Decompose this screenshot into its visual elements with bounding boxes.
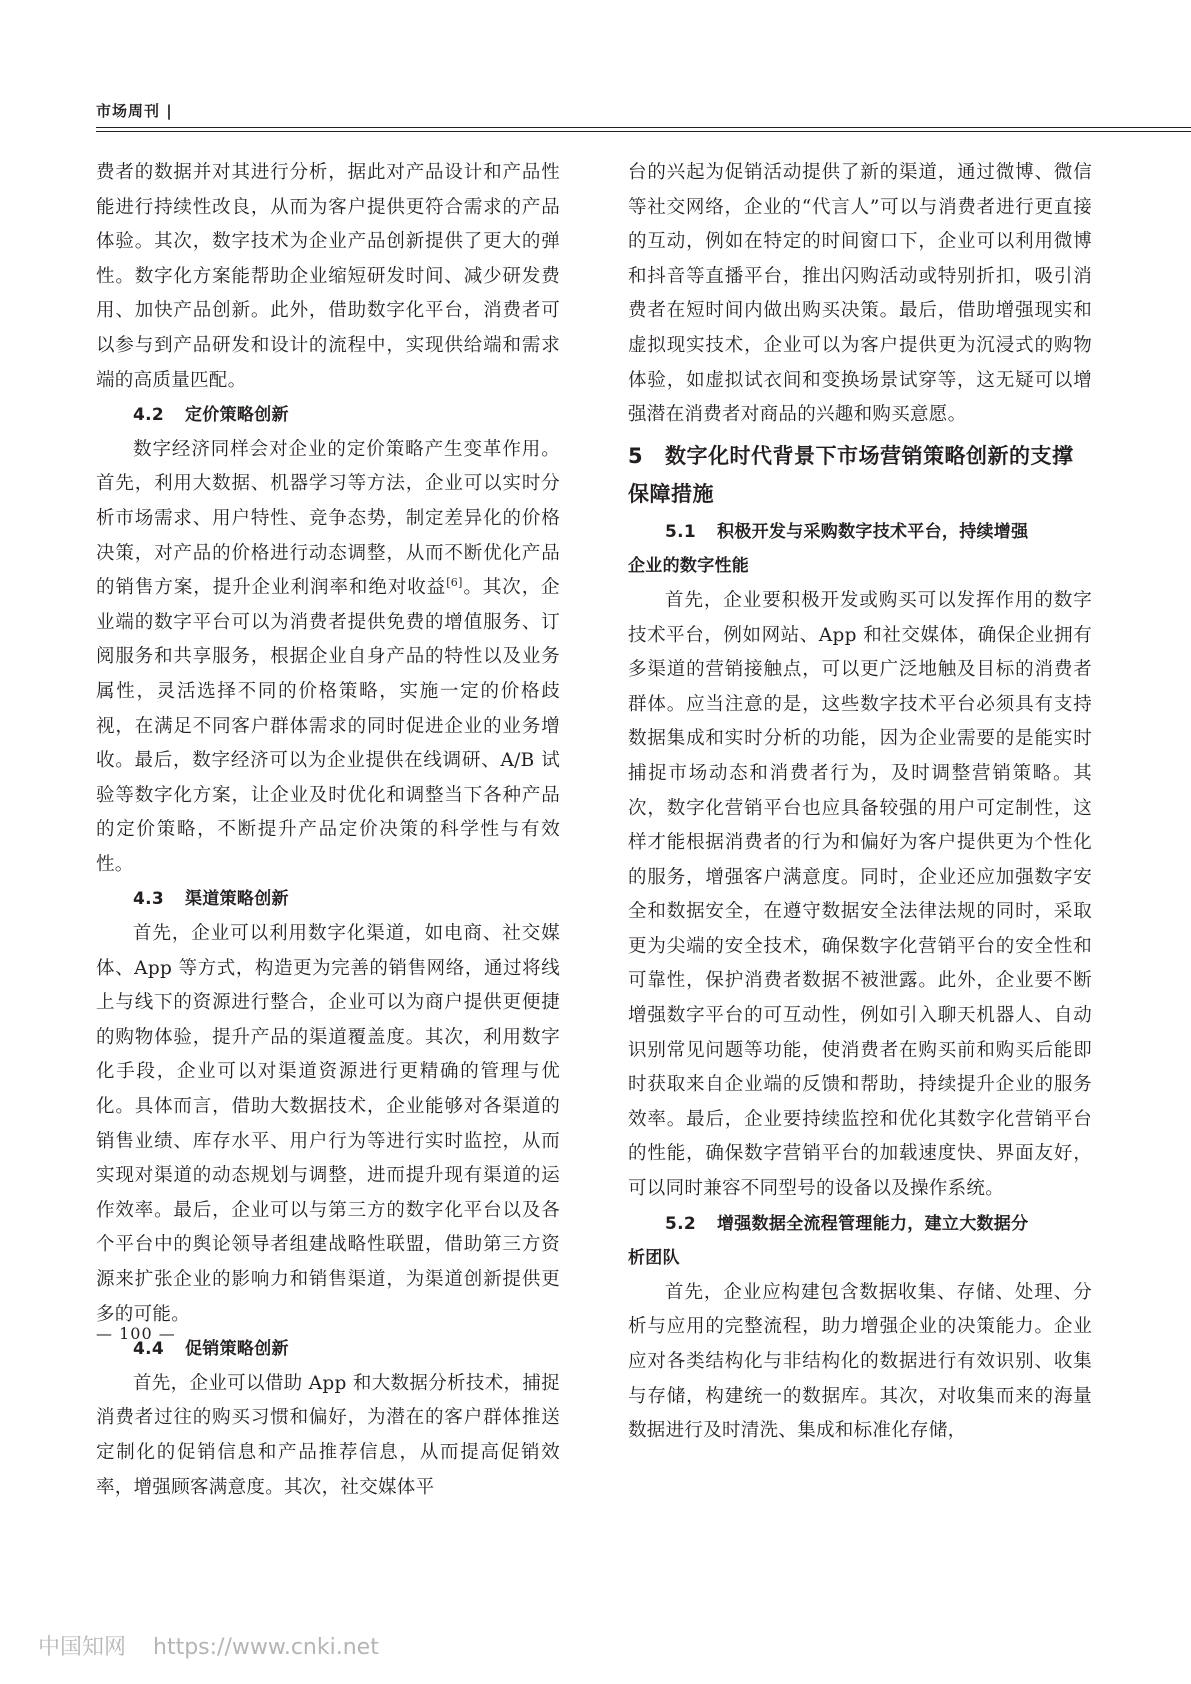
paragraph: 首先，企业应构建包含数据收集、存储、处理、分析与应用的完整流程，助力增强企业的决策能力。企业应对各类结构化与非结构化的数据进行有效识别、收集与存储，构建统一的数据库。其次，对收集而来的海量数据进行及时清洗、集成和标准化存储， <box>628 1281 1092 1442</box>
paragraph: 费者的数据并对其进行分析，据此对产品设计和产品性能进行持续性改良，从而为客户提供更符合需求的产品体验。其次，数字技术为企业产品创新提供了更大的弹性。数字化方案能帮助企业缩短研发时间、减少研发费用、加快产品创新。此外，借助数字化平台，消费者可以参与到产品研发和设计的流程中，实现供给端和需求端的高质量匹配。 <box>96 162 560 391</box>
citation: [6] <box>446 575 463 589</box>
right-column <box>628 156 1092 1449</box>
cnki-url: https://www.cnki.net <box>153 1635 379 1660</box>
section-heading-4-2: 4.2 定价策略创新 <box>133 405 289 426</box>
section-heading-5-1: 5.1 积极开发与采购数字技术平台，持续增强 企业的数字性能 <box>628 521 1029 577</box>
header-rule <box>96 127 1191 128</box>
section-heading-5: 5 数字化时代背景下市场营销策略创新的支撑保障措施 <box>628 443 1074 506</box>
paragraph: 首先，企业可以利用数字化渠道，如电商、社交媒体、App 等方式，构造更为完善的销售网络，通过将线上与线下的资源进行整合，企业可以为商户提供更便捷的购物体验，提升产品的渠道覆盖度。其次，利用数字化手段，企业可以对渠道资源进行更精确的管理与优化。具体而言，借助大数据技术，企业能够对各渠道的销售业绩、库存水平、用户行为等进行实时监控，从而实现对渠道的动态规划与调整，进而提升现有渠道的运作效率。最后，企业可以与第三方的数字化平台以及各个平台中的舆论领导者组建战略性联盟，借助第三方资源来扩张企业的影响力和销售渠道，为渠道创新提供更多的可能。 <box>96 923 560 1325</box>
paragraph: 首先，企业可以借助 App 和大数据分析技术，捕捉消费者过往的购买习惯和偏好，为潜在的客户群体推送定制化的促销信息和产品推荐信息，从而提高促销效率，增强顾客满意度。其次，社交媒体平 <box>96 1372 560 1498</box>
page-number: — 100 — <box>96 1324 176 1343</box>
journal-title: 市场周刊 | <box>96 102 173 120</box>
section-heading-5-2: 5.2 增强数据全流程管理能力，建立大数据分 析团队 <box>628 1213 1029 1269</box>
cnki-logo-text: 中国知网 <box>38 1635 127 1660</box>
paragraph: 台的兴起为促销活动提供了新的渠道，通过微博、微信等社交网络，企业的“代言人”可以与消费者进行更直接的互动，例如在特定的时间窗口下，企业可以利用微博和抖音等直播平台，推出闪购活动或特别折扣，吸引消费者在短时间内做出购买决策。最后，借助增强现实和虚拟现实技术，企业可以为客户提供更为沉浸式的购物体验，如虚拟试衣间和变换场景试穿等，这无疑可以增强潜在消费者对商品的兴趣和购买意愿。 <box>628 162 1092 426</box>
header-rule-thin <box>96 131 1191 132</box>
section-heading-4-3: 4.3 渠道策略创新 <box>133 889 289 910</box>
section-heading-4-4: 4.4 促销策略创新 <box>133 1339 289 1360</box>
cnki-watermark <box>38 1630 379 1661</box>
paragraph: 数字经济同样会对企业的定价策略产生变革作用。首先，利用大数据、机器学习等方法，企业可以实时分析市场需求、用户特性、竞争态势，制定差异化的价格决策，对产品的价格进行动态调整，从而不断优化产品的销售方案，提升企业利润率和绝对收益[6]。其次，企业端的数字平台可以为消费者提供免费的增值服务、订阅服务和共享服务，根据企业自身产品的特性以及业务属性，灵活选择不同的价格策略，实施一定的价格歧视，在满足不同客户群体需求的同时促进企业的业务增收。最后，数字经济可以为企业提供在线调研、A/B 试验等数字化方案，让企业及时优化和调整当下各种产品的定价策略，不断提升产品定价决策的科学性与有效性。 <box>96 438 560 875</box>
paragraph: 首先，企业要积极开发或购买可以发挥作用的数字技术平台，例如网站、App 和社交媒体，确保企业拥有多渠道的营销接触点，可以更广泛地触及目标的消费者群体。应当注意的是，这些数字技术平台必须具有支持数据集成和实时分析的功能，因为企业需要的是能实时捕捉市场动态和消费者行为，及时调整营销策略。其次，数字化营销平台也应具备较强的用户可定制性，这样才能根据消费者的行为和偏好为客户提供更为个性化的服务，增强客户满意度。同时，企业还应加强数字安全和数据安全，在遵守数据安全法律法规的同时，采取更为尖端的安全技术，确保数字化营销平台的安全性和可靠性，保护消费者数据不被泄露。此外，企业要不断增强数字平台的可互动性，例如引入聊天机器人、自动识别常见问题等功能，使消费者在购买前和购买后能即时获取来自企业端的反馈和帮助，持续提升企业的服务效率。最后，企业要持续监控和优化其数字化营销平台的性能，确保数字营销平台的加载速度快、界面友好，可以同时兼容不同型号的设备以及操作系统。 <box>628 589 1092 1200</box>
left-column <box>96 156 560 1505</box>
